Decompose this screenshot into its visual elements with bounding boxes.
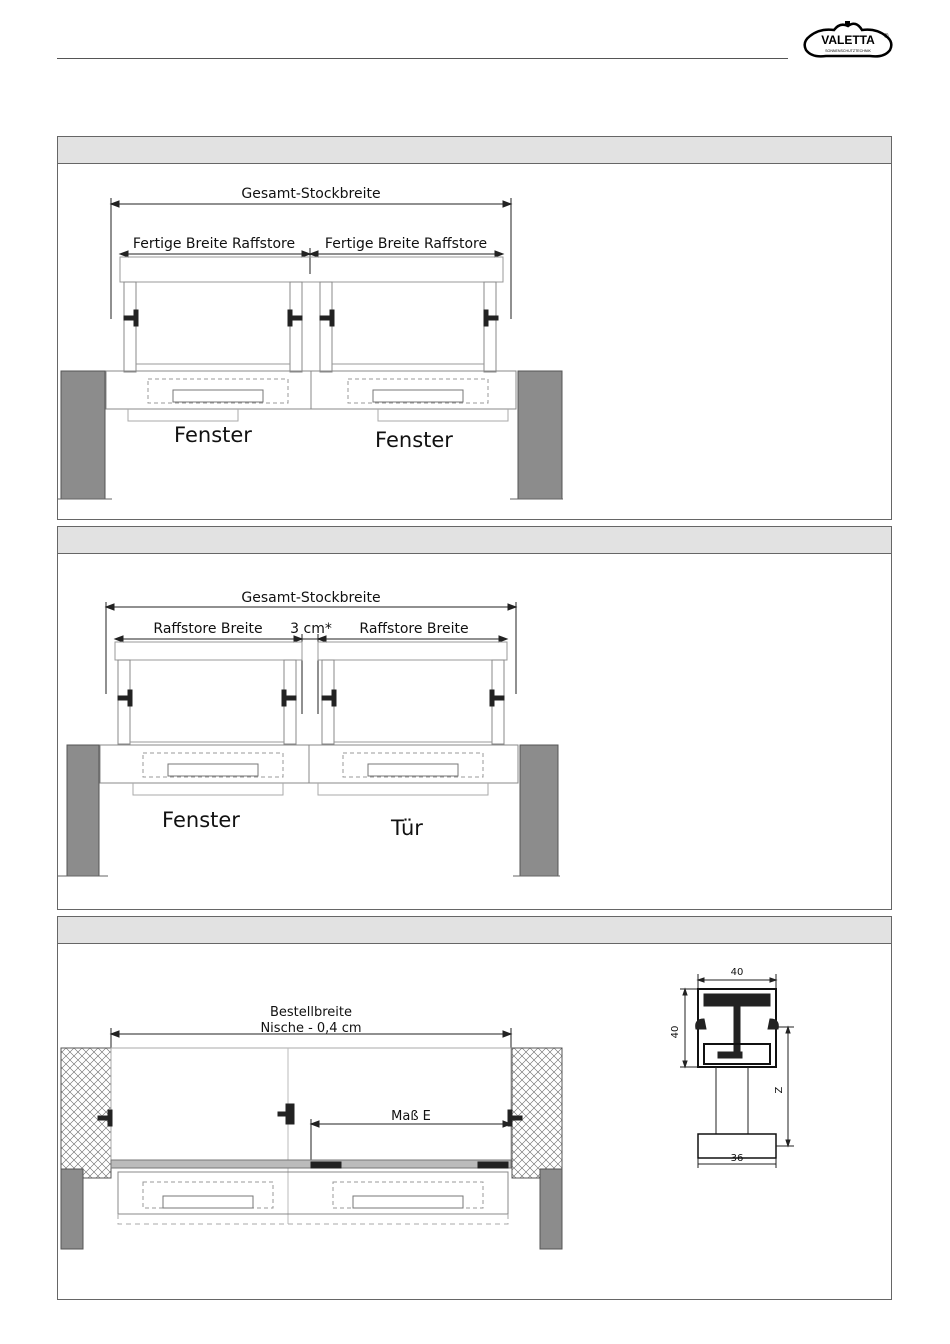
logo-registered-mark: ® (884, 34, 889, 40)
panel-window-and-door (57, 526, 892, 910)
panel-two-windows (57, 136, 892, 520)
panel-header-1 (58, 137, 891, 164)
order-width-label: Bestellbreite (269, 1005, 353, 1020)
dimension-measure-e: Maß E (391, 1109, 431, 1124)
dimension-overall-width: Gesamt-Stockbreite (241, 590, 381, 606)
logo-tagline: SONNENSCHUTZTECHNIK (825, 49, 871, 53)
order-width-formula: Nische - 0,4 cm (260, 1021, 362, 1036)
dimension-overall-width: Gesamt-Stockbreite (241, 186, 381, 202)
label-right-window: Fenster (375, 428, 453, 452)
logo-brand: VALETTA (821, 33, 875, 47)
profile-height-z: Z (774, 1086, 785, 1094)
panel-header-3 (58, 917, 891, 944)
label-left-window: Fenster (174, 423, 252, 447)
header-rule (57, 58, 788, 59)
panel-header-2 (58, 527, 891, 554)
dimension-left-blind: Raffstore Breite (153, 621, 263, 637)
valetta-logo (800, 16, 896, 62)
dimension-right-blind: Raffstore Breite (359, 621, 469, 637)
profile-width-top: 40 (730, 967, 744, 978)
panel-niche-installation (57, 916, 892, 1300)
drawing-window-and-door (58, 554, 891, 910)
profile-height: 40 (670, 1025, 681, 1039)
label-window: Fenster (162, 808, 240, 832)
profile-width-bottom: 36 (730, 1153, 744, 1164)
dimension-gap: 3 cm* (290, 621, 332, 637)
dimension-left-blind: Fertige Breite Raffstore (132, 236, 296, 252)
dimension-right-blind: Fertige Breite Raffstore (324, 236, 488, 252)
drawing-two-windows (58, 164, 891, 520)
drawing-niche-installation (58, 944, 891, 1300)
label-door: Tür (391, 816, 423, 840)
